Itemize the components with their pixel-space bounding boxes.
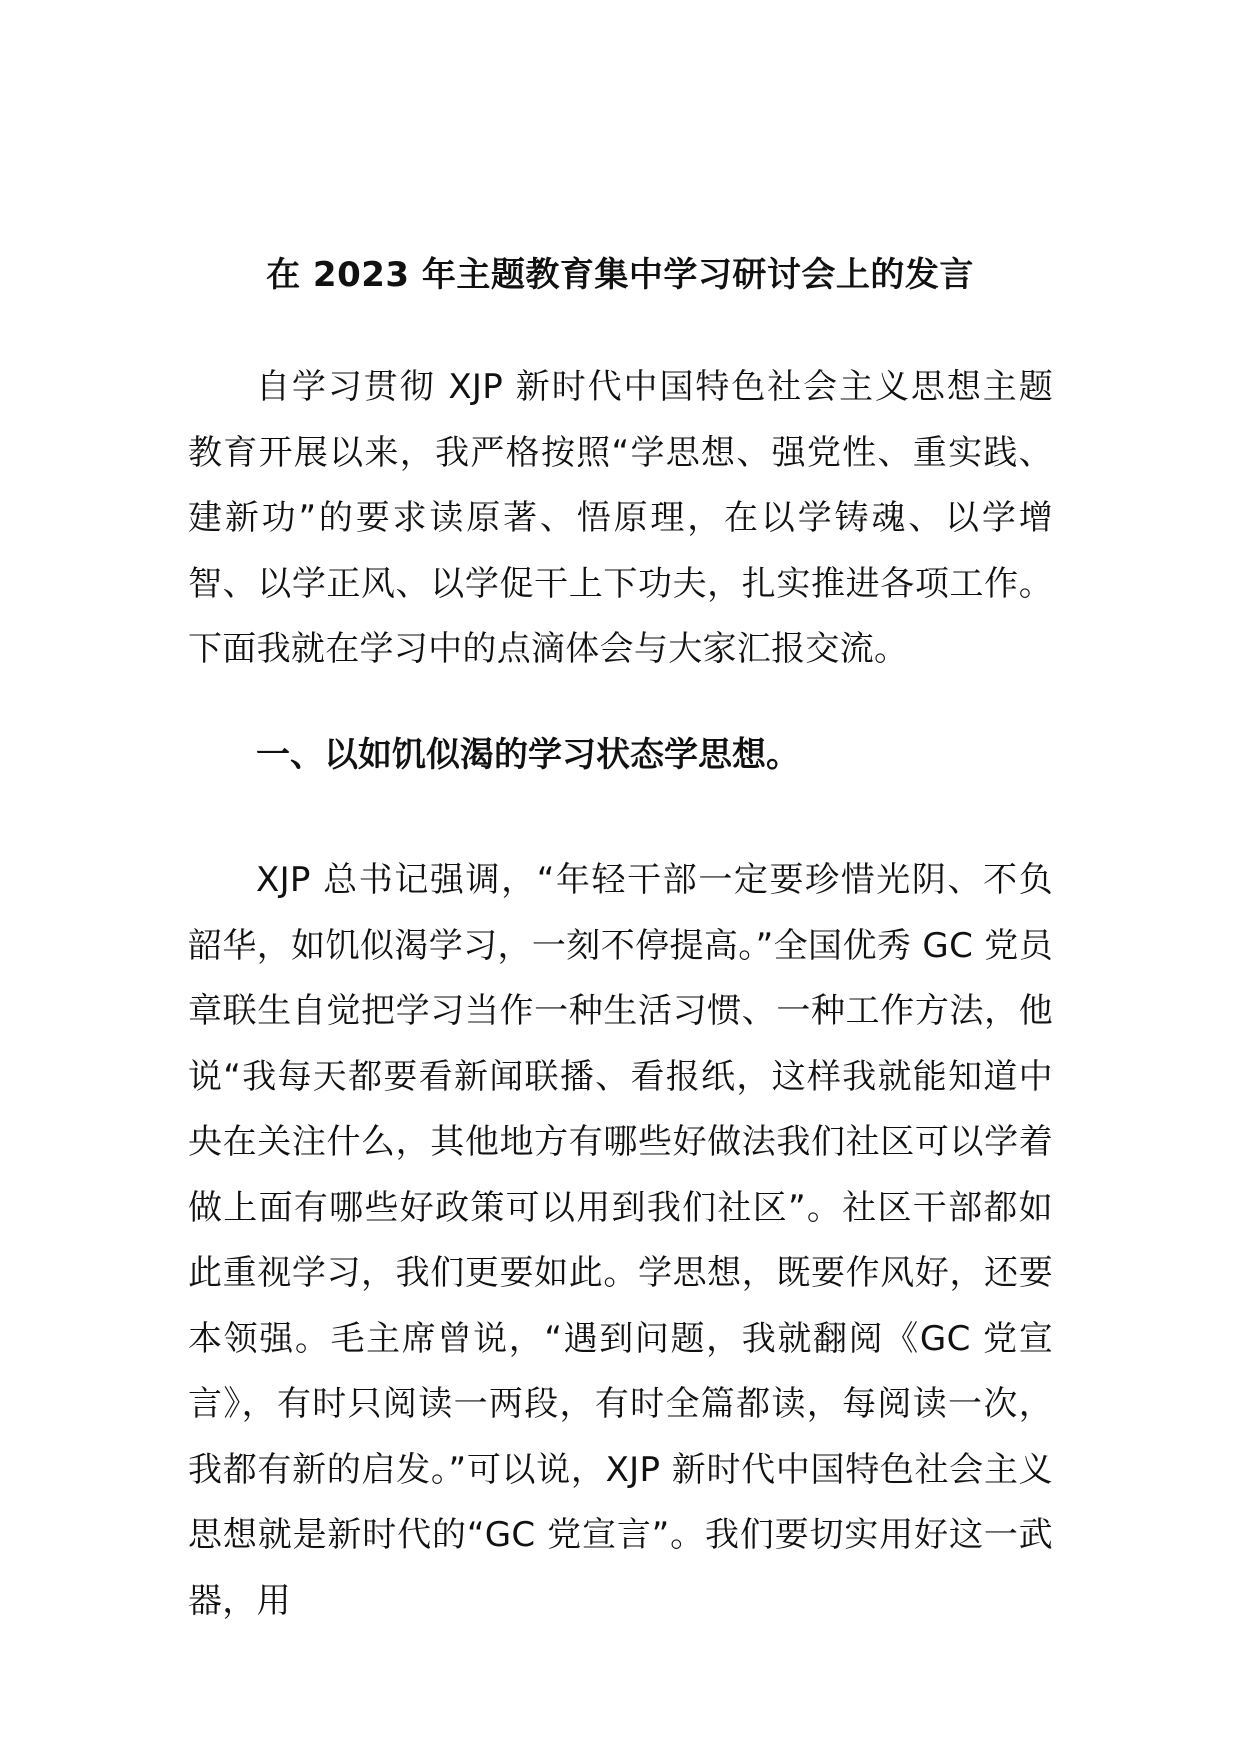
- body-paragraph: XJP 总书记强调，“年轻干部一定要珍惜光阴、不负韶华，如饥似渴学习，一刻不停提高。”全国优秀 GC 党员章联生自觉把学习当作一种生活习惯、一种工作方法，他说“我每天都要看新闻联播、看报纸，这样我就能知道中央在关注什么，其他地方有哪些好做法我们社区可以学着做上面有哪些好政策可以用到我们社区”。社区干部都如此重视学习，我们更要如此。学思想，既要作风好，还要本领强。毛主席曾说，“遇到问题，我就翻阅《GC 党宣言》，有时只阅读一两段，有时全篇都读，每阅读一次，我都有新的启发。”可以说，XJP 新时代中国特色社会主义思想就是新时代的“GC 党宣言”。我们要切实用好这一武器，用: [188, 860, 1053, 1621]
- section-heading: 一、以如饥似渴的学习状态学思想。: [256, 735, 800, 775]
- document-title: 在 2023 年主题教育集中学习研讨会上的发言: [266, 255, 974, 295]
- intro-paragraph: 自学习贯彻 XJP 新时代中国特色社会主义思想主题教育开展以来，我严格按照“学思想、强党性、重实践、建新功”的要求读原著、悟原理，在以学铸魂、以学增智、以学正风、以学促干上下功夫，扎实推进各项工作。下面我就在学习中的点滴体会与大家汇报交流。: [188, 367, 1053, 669]
